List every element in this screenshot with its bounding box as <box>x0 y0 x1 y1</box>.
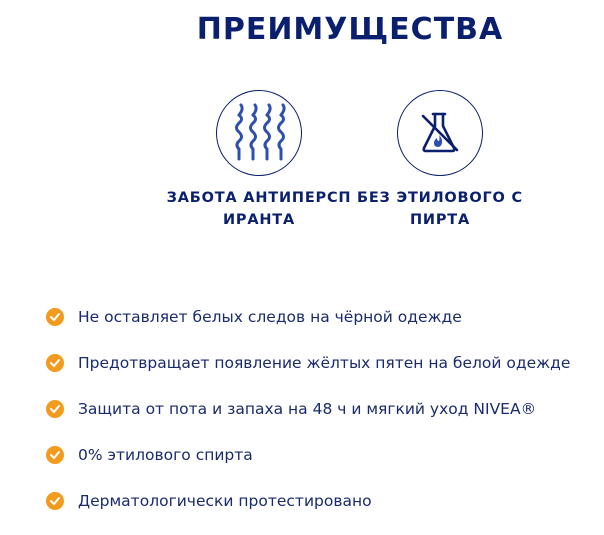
feature-no-alcohol <box>345 90 535 231</box>
list-item <box>46 489 570 512</box>
benefit-text: 0% этилового спирта <box>78 445 253 464</box>
feature-label: ЗАБОТА АНТИПЕРСПИРАНТА <box>166 190 352 228</box>
feature-icon-circle <box>397 90 483 176</box>
feature-care <box>164 90 354 231</box>
list-item <box>46 305 570 328</box>
benefits-list <box>46 305 570 535</box>
list-item <box>46 397 570 420</box>
list-item <box>46 443 570 466</box>
list-item <box>46 351 570 374</box>
check-icon <box>46 308 64 326</box>
page-title: ПРЕИМУЩЕСТВА <box>196 12 504 47</box>
feature-icon-circle <box>216 90 302 176</box>
feature-label: БЕЗ ЭТИЛОВОГО СПИРТА <box>357 190 523 228</box>
check-icon <box>46 492 64 510</box>
check-icon <box>46 354 64 372</box>
benefit-text: Защита от пота и запаха на 48 ч и мягкий уход NIVEA® <box>78 399 537 418</box>
check-icon <box>46 446 64 464</box>
check-icon <box>46 400 64 418</box>
benefit-text: Дерматологически протестировано <box>78 491 372 510</box>
care-waves-icon <box>231 103 287 163</box>
benefit-text: Не оставляет белых следов на чёрной одежде <box>78 307 462 326</box>
benefit-text: Предотвращает появление жёлтых пятен на белой одежде <box>78 353 571 372</box>
no-alcohol-flask-icon <box>415 108 465 158</box>
